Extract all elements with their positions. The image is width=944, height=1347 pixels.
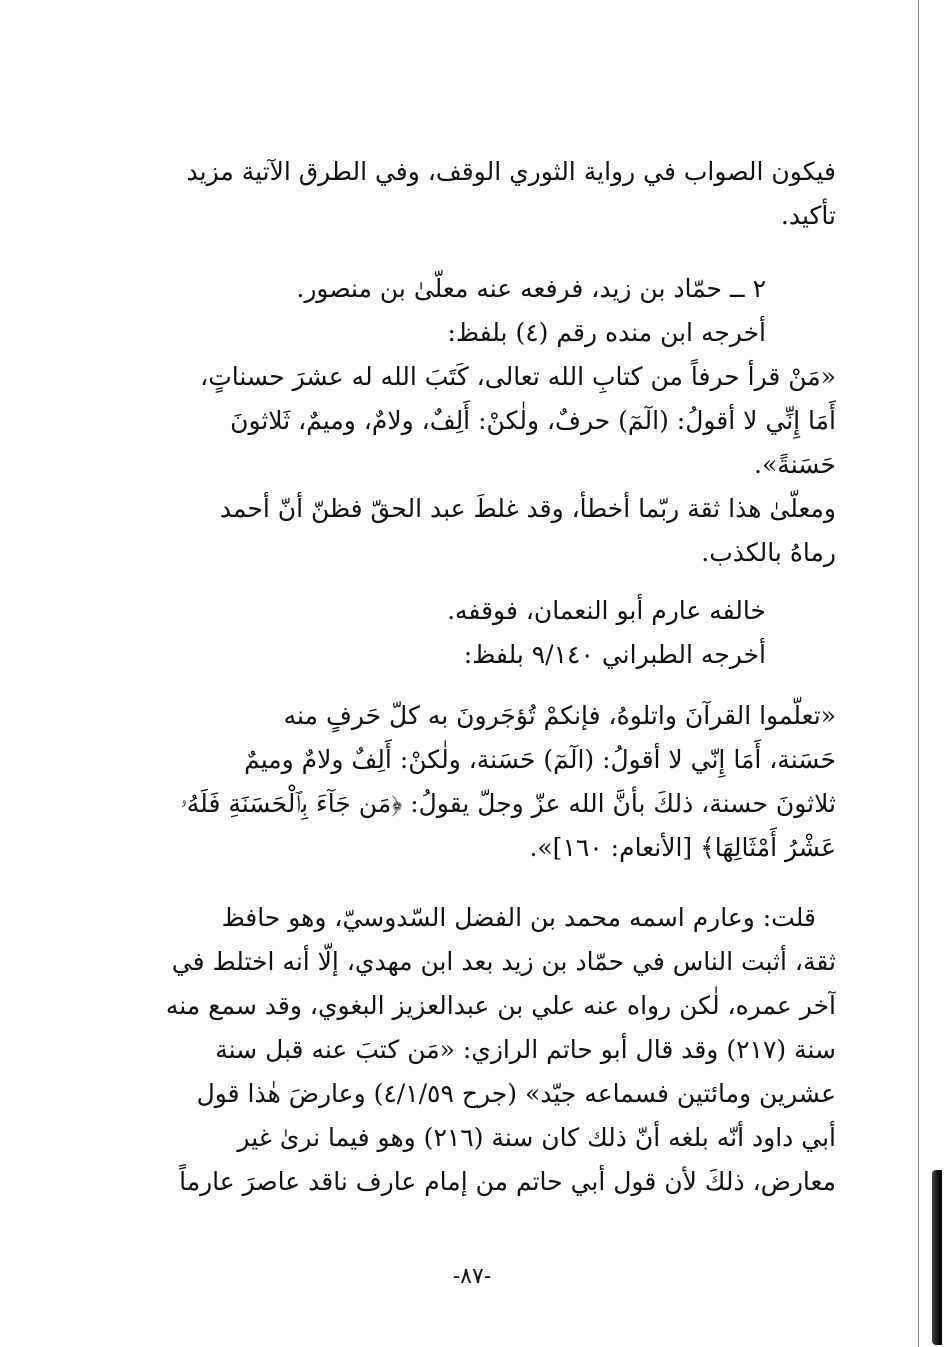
- quote-line: «مَنْ قرأ حرفاً من كتابِ الله تعالى، كَتَبَ الله له عشرَ حسناتٍ،: [200, 362, 836, 391]
- paragraph-commentary: [160, 896, 836, 1204]
- text-line: رماهُ بالكذب.: [701, 538, 836, 567]
- quote-line: عَشْرُ أَمْثَالِهَا﴾ [الأنعام: ١٦٠]».: [529, 833, 836, 862]
- text-line: سنة (٢١٧) وقد قال أبو حاتم الرازي: «مَن كتبَ عنه قبل سنة: [215, 1035, 836, 1064]
- section-heading: ٢ ــ حمّاد بن زيد، فرفعه عنه معلّىٰ بن منصور.: [296, 274, 766, 303]
- text-line: تأكيد.: [780, 201, 836, 230]
- text-line: أخرجه الطبراني ٩/١٤٠ بلفظ:: [463, 640, 766, 669]
- quote-line: «تعلّموا القرآنَ واتلوهُ، فإنكمْ تُؤجَرونَ به كلّ حَرفٍ منه: [283, 701, 836, 730]
- quote-line: حَسَنةً».: [754, 450, 836, 479]
- quote-line: حَسَنة، أَمَا إِنّي لا أقولُ: (الٓمٓ) حَسَنة، ولٰكنْ: أَلِفٌ ولامٌ وميمٌ: [244, 745, 836, 774]
- text-line: عشرين ومائتين فسماعه جيّد» (جرح ٤/١/٥٩) وعارضَ هٰذا قول: [196, 1079, 836, 1108]
- text-line: ومعلّىٰ هذا ثقة ربّما أخطأ، وقد غلطَ عبد الحقّ فظنّ أنّ أحمد: [219, 494, 836, 523]
- text-line: قلت: وعارم اسمه محمد بن الفضل السّدوسيّ، وهو حافظ: [221, 903, 816, 932]
- quote-tabarani: [160, 694, 836, 870]
- text-line: أخرجه ابن منده رقم (٤) بلفظ:: [447, 318, 766, 347]
- page-edge-shadow: [932, 1170, 942, 1345]
- text-line: فيكون الصواب في رواية الثوري الوقف، وفي الطرق الآتية مزيد: [186, 157, 836, 186]
- paragraph-conclusion: [160, 150, 836, 238]
- quote-line: ثلاثونَ حسنة، ذلكَ بأنَّ الله عزّ وجلّ يقولُ: ﴿مَن جَآءَ بِٱلْحَسَنَةِ فَلَهُۥ: [180, 789, 836, 818]
- text-line: آخر عمره، لٰكن رواه عنه علي بن عبدالعزيز البغوي، وقد سمع منه: [165, 991, 836, 1020]
- section-arim: [160, 589, 836, 677]
- page-edge-rule: [918, 0, 919, 1347]
- text-line: معارض، ذلكَ لأن قول أبي حاتم من إمام عارف ناقد عاصرَ عارماً: [179, 1167, 836, 1196]
- text-line: أبي داود أنّه بلغه أنّ ذلك كان سنة (٢١٦) وهو فيما نرىٰ غير: [237, 1123, 836, 1152]
- page-number: -٨٧-: [452, 1264, 492, 1289]
- section-hammad-ibn-zayd: [160, 267, 836, 575]
- quote-line: أَمَا إِنِّي لا أقولُ: (الٓمٓ) حرفٌ، ولٰكنْ: أَلِفٌ، ولامٌ، وميمٌ، ثَلاثونَ: [230, 406, 836, 435]
- text-line: ثقة، أثبت الناس في حمّاد بن زيد بعد ابن مهدي، إلّا أنه اختلط في: [171, 947, 836, 976]
- text-line: خالفه عارم أبو النعمان، فوقفه.: [447, 596, 766, 625]
